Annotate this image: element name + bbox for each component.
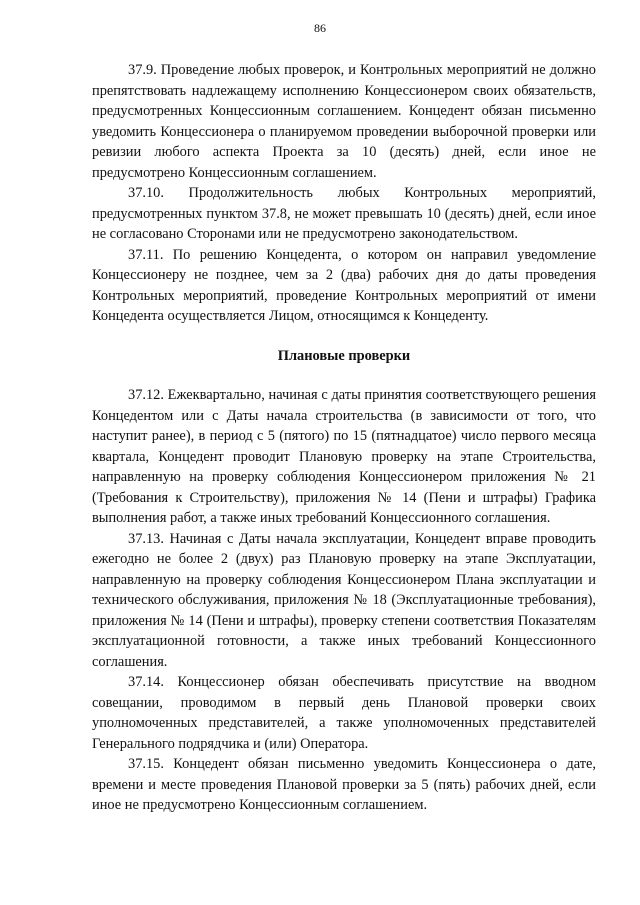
paragraph-37-14: 37.14. Концессионер обязан обеспечивать присутствие на вводном совещании, проводимом в первый день Плановой проверки своих уполномоченных представителей, а также уполномоченных представителей Генерального подрядчика и (или) Оператора.	[92, 674, 596, 752]
document-body	[92, 60, 596, 816]
section-heading: Плановые проверки	[277, 347, 411, 364]
paragraph-37-15: 37.15. Концедент обязан письменно уведомить Концессионера о дате, времени и месте проведения Плановой проверки за 5 (пять) рабочих дней, если иное не предусмотрено Концессионным соглашением.	[92, 756, 596, 813]
paragraph-37-9: 37.9. Проведение любых проверок, и Контрольных мероприятий не должно препятствовать надлежащему исполнению Концессионером своих обязательств, предусмотренных Концессионным соглашением. Концедент обязан письменно уведомить Концессионера о планируемом проведении выборочной проверки или ревизии любого аспекта Проекта за 10 (десять) дней, если иное не предусмотрено Концессионным соглашением.	[92, 62, 596, 181]
paragraph-37-11: 37.11. По решению Концедента, о котором он направил уведомление Концессионеру не позднее, чем за 2 (два) рабочих дня до даты проведения Контрольных мероприятий, проведение Контрольных мероприятий от имени Концедента осуществляется Лицом, относящимся к Концеденту.	[92, 246, 596, 324]
page-number: 86	[314, 21, 326, 35]
paragraph-37-12: 37.12. Ежеквартально, начиная с даты принятия соответствующего решения Концедентом или с Даты начала строительства (в зависимости от того, что наступит ранее), в период с 5 (пятого) по 15 (пятнадцатое) число первого месяца квартала, Концедент проводит Плановую проверку на этапе Строительства, направленную на проверку соблюдения Концессионером приложения № 21 (Требования к Строительству), приложения № 14 (Пени и штрафы) Графика выполнения работ, а также иных требований Концессионного соглашения.	[92, 387, 596, 526]
paragraph-37-13: 37.13. Начиная с Даты начала эксплуатации, Концедент вправе проводить ежегодно не более 2 (двух) раз Плановую проверку на этапе Эксплуатации, направленную на проверку соблюдения Концессионером Плана эксплуатации и технического обслуживания, приложения № 18 (Эксплуатационные требования), приложения № 14 (Пени и штрафы), проверку степени соответствия Показателям эксплуатационной готовности, а также иных требований Концессионного соглашения.	[92, 530, 596, 670]
paragraph-37-10: 37.10. Продолжительность любых Контрольных мероприятий, предусмотренных пунктом 37.8, не может превышать 10 (десять) дней, если иное не согласовано Сторонами или не предусмотрено законодательством.	[92, 185, 596, 242]
